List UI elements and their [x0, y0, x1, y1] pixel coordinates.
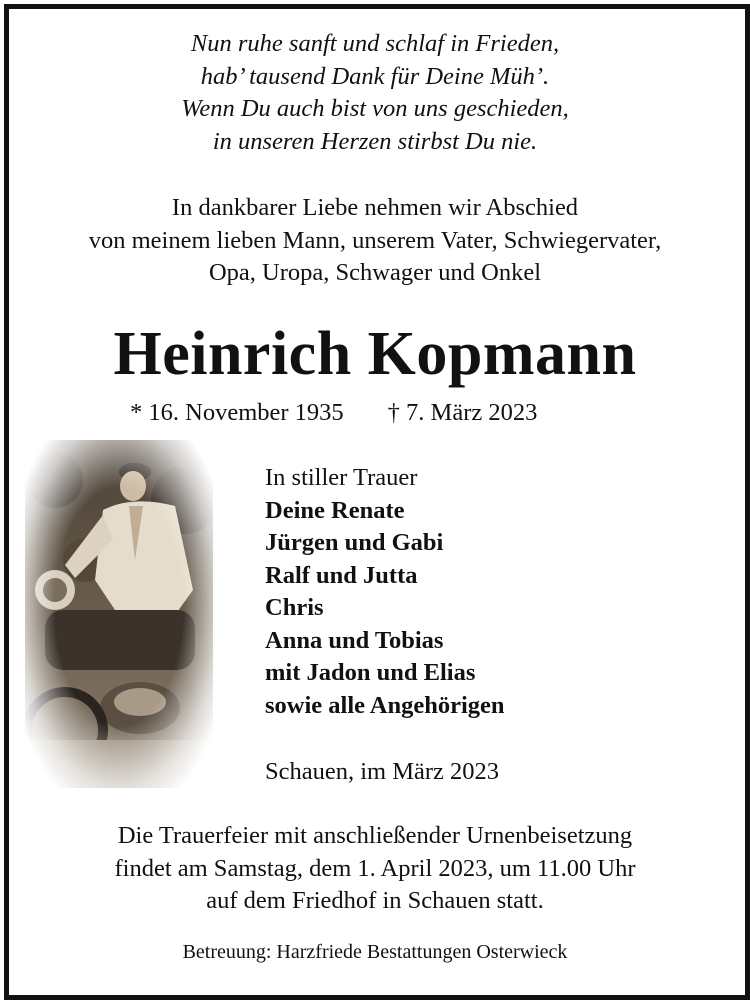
service-notice	[0, 820, 750, 918]
intro-text	[0, 192, 750, 290]
mourners-list	[265, 462, 505, 722]
mourner-name: Anna und Tobias	[265, 626, 444, 654]
mourner-name: Deine Renate	[265, 496, 405, 524]
mourner-name: Chris	[265, 594, 324, 621]
intro-line: In dankbarer Liebe nehmen wir Abschied	[171, 194, 579, 221]
mourner-name: Ralf und Jutta	[265, 561, 418, 589]
mourners-names	[265, 495, 505, 723]
place-date: Schauen, im März 2023	[265, 758, 500, 785]
poem-line: Wenn Du auch bist von uns geschieden,	[181, 95, 569, 122]
death-date: † 7. März 2023	[387, 399, 538, 426]
poem	[0, 28, 750, 158]
deceased-name: Heinrich Kopmann	[113, 320, 637, 388]
service-line: auf dem Friedhof in Schauen statt.	[206, 887, 544, 914]
funeral-home-credit: Betreuung: Harzfriede Bestattungen Osterwieck	[182, 941, 568, 963]
portrait-photo	[25, 440, 213, 788]
mourners-lead: In stiller Trauer	[265, 464, 418, 491]
mourner-name: sowie alle Angehörigen	[265, 691, 505, 719]
poem-line: Nun ruhe sanft und schlaf in Frieden,	[190, 30, 560, 57]
poem-line: hab’ tausend Dank für Deine Müh’.	[200, 62, 550, 90]
mourner-name: Jürgen und Gabi	[265, 529, 444, 556]
intro-line: von meinem lieben Mann, unserem Vater, Schwiegervater,	[88, 226, 662, 254]
mourner-name: mit Jadon und Elias	[265, 659, 476, 686]
service-line: findet am Samstag, dem 1. April 2023, um 11.00 Uhr	[114, 854, 636, 882]
life-dates	[130, 395, 537, 431]
service-line: Die Trauerfeier mit anschließender Urnenbeisetzung	[117, 822, 633, 849]
poem-line: in unseren Herzen stirbst Du nie.	[212, 127, 538, 155]
intro-line: Opa, Uropa, Schwager und Onkel	[208, 259, 542, 286]
birth-date: * 16. November 1935	[130, 399, 344, 426]
